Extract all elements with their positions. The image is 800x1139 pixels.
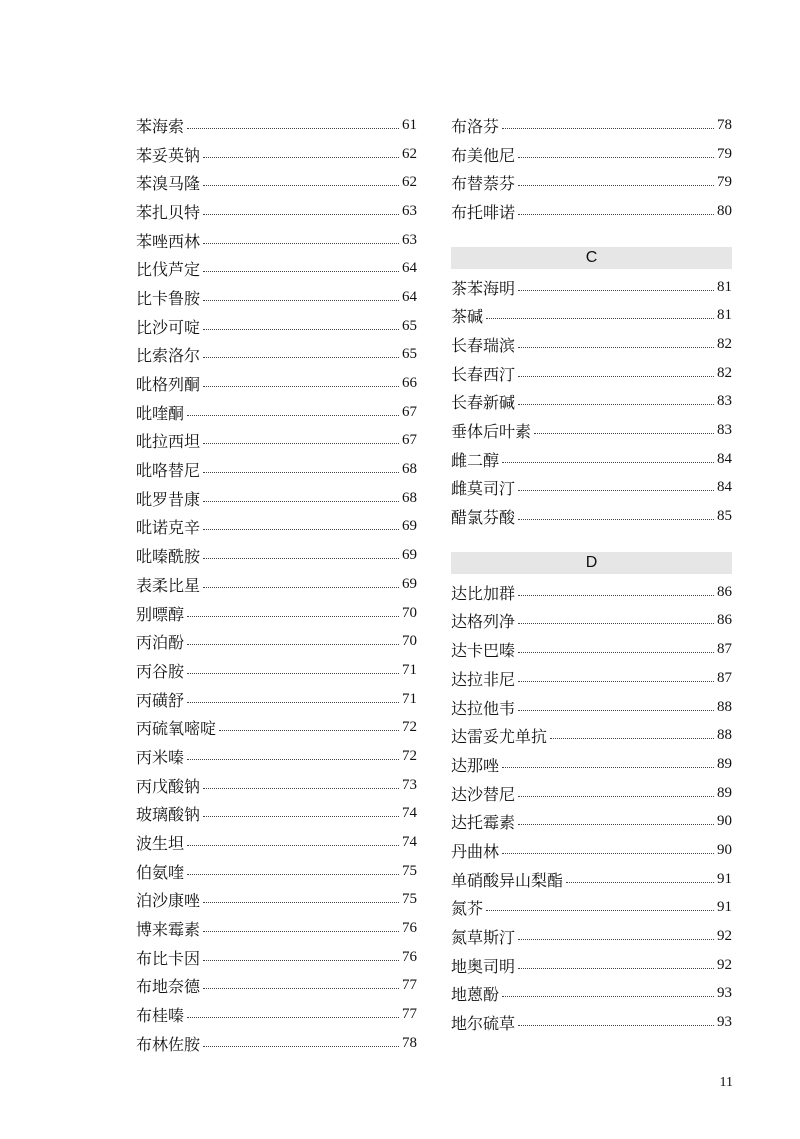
entry-page-number: 64 bbox=[402, 260, 417, 277]
entry-page-number: 68 bbox=[402, 489, 417, 506]
entry-name: 吡咯替尼 bbox=[136, 461, 201, 481]
index-entry bbox=[451, 111, 732, 140]
entry-name: 比沙可啶 bbox=[136, 317, 201, 337]
dot-leader bbox=[486, 318, 714, 319]
index-group-d bbox=[451, 578, 732, 1037]
index-entry bbox=[136, 570, 417, 599]
dot-leader bbox=[187, 845, 399, 846]
index-entry bbox=[136, 197, 417, 226]
entry-name: 布替萘芬 bbox=[451, 174, 516, 194]
entry-page-number: 80 bbox=[717, 202, 732, 219]
dot-leader bbox=[203, 185, 399, 186]
dot-leader bbox=[203, 988, 399, 989]
dot-leader bbox=[203, 587, 399, 588]
entry-page-number: 64 bbox=[402, 288, 417, 305]
index-entry bbox=[451, 578, 732, 607]
entry-page-number: 85 bbox=[717, 508, 732, 525]
entry-name: 苯扎贝特 bbox=[136, 202, 201, 222]
entry-page-number: 78 bbox=[717, 116, 732, 133]
index-entry bbox=[136, 226, 417, 255]
dot-leader bbox=[502, 462, 714, 463]
index-entry bbox=[136, 369, 417, 398]
index-entry bbox=[136, 685, 417, 714]
dot-leader bbox=[518, 214, 714, 215]
index-entry bbox=[451, 502, 732, 531]
index-entry bbox=[136, 254, 417, 283]
dot-leader bbox=[187, 415, 399, 416]
entry-name: 布托啡诺 bbox=[451, 202, 516, 222]
dot-leader bbox=[518, 595, 714, 596]
index-entry bbox=[136, 828, 417, 857]
entry-page-number: 72 bbox=[402, 747, 417, 764]
entry-name: 地奥司明 bbox=[451, 956, 516, 976]
dot-leader bbox=[518, 652, 714, 653]
entry-name: 长春瑞滨 bbox=[451, 335, 516, 355]
entry-name: 苯妥英钠 bbox=[136, 145, 201, 165]
entry-name: 达那唑 bbox=[451, 755, 500, 775]
index-entry bbox=[451, 865, 732, 894]
dot-leader bbox=[518, 623, 714, 624]
entry-page-number: 70 bbox=[402, 633, 417, 650]
entry-page-number: 74 bbox=[402, 805, 417, 822]
entry-name: 丙磺舒 bbox=[136, 690, 185, 710]
dot-leader bbox=[203, 960, 399, 961]
entry-page-number: 65 bbox=[402, 346, 417, 363]
dot-leader bbox=[518, 157, 714, 158]
entry-page-number: 66 bbox=[402, 375, 417, 392]
index-entry bbox=[451, 980, 732, 1009]
index-column-left bbox=[136, 111, 417, 1058]
index-entry bbox=[136, 283, 417, 312]
page-number: 11 bbox=[719, 1075, 733, 1090]
entry-name: 布美他尼 bbox=[451, 145, 516, 165]
index-entry bbox=[451, 359, 732, 388]
entry-name: 苯唑西林 bbox=[136, 231, 201, 251]
entry-name: 达比加群 bbox=[451, 583, 516, 603]
index-entry bbox=[136, 713, 417, 742]
index-entry bbox=[136, 455, 417, 484]
dot-leader bbox=[203, 931, 399, 932]
entry-page-number: 93 bbox=[717, 985, 732, 1002]
entry-page-number: 63 bbox=[402, 202, 417, 219]
entry-page-number: 79 bbox=[717, 145, 732, 162]
entry-page-number: 92 bbox=[717, 956, 732, 973]
dot-leader bbox=[187, 644, 399, 645]
entry-page-number: 71 bbox=[402, 690, 417, 707]
entry-page-number: 86 bbox=[717, 612, 732, 629]
index-group-c bbox=[451, 273, 732, 531]
dot-leader bbox=[518, 1025, 714, 1026]
entry-name: 吡格列酮 bbox=[136, 375, 201, 395]
dot-leader bbox=[518, 490, 714, 491]
index-column-right bbox=[451, 111, 732, 1037]
entry-page-number: 91 bbox=[717, 899, 732, 916]
dot-leader bbox=[187, 874, 399, 875]
index-entry bbox=[136, 972, 417, 1001]
entry-name: 吡喹酮 bbox=[136, 403, 185, 423]
entry-name: 比卡鲁胺 bbox=[136, 288, 201, 308]
dot-leader bbox=[203, 329, 399, 330]
entry-page-number: 62 bbox=[402, 174, 417, 191]
dot-leader bbox=[203, 357, 399, 358]
entry-page-number: 90 bbox=[717, 813, 732, 830]
entry-name: 单硝酸异山梨酯 bbox=[451, 870, 564, 890]
entry-name: 丙戊酸钠 bbox=[136, 776, 201, 796]
index-entry bbox=[136, 1029, 417, 1058]
entry-name: 苯溴马隆 bbox=[136, 174, 201, 194]
index-entry bbox=[451, 1008, 732, 1037]
entry-page-number: 82 bbox=[717, 335, 732, 352]
entry-page-number: 77 bbox=[402, 1006, 417, 1023]
index-entry bbox=[136, 111, 417, 140]
index-entry bbox=[451, 140, 732, 169]
dot-leader bbox=[518, 796, 714, 797]
entry-name: 别嘌醇 bbox=[136, 604, 185, 624]
dot-leader bbox=[502, 128, 714, 129]
dot-leader bbox=[502, 996, 714, 997]
index-entry bbox=[451, 474, 732, 503]
entry-name: 达沙替尼 bbox=[451, 784, 516, 804]
entry-name: 达雷妥尤单抗 bbox=[451, 727, 548, 747]
dot-leader bbox=[203, 902, 399, 903]
entry-page-number: 86 bbox=[717, 583, 732, 600]
dot-leader bbox=[203, 386, 399, 387]
index-entry bbox=[451, 388, 732, 417]
index-entry bbox=[136, 857, 417, 886]
dot-leader bbox=[486, 910, 714, 911]
entry-name: 博来霉素 bbox=[136, 920, 201, 940]
dot-leader bbox=[534, 433, 714, 434]
entry-page-number: 81 bbox=[717, 278, 732, 295]
entry-name: 比索洛尔 bbox=[136, 346, 201, 366]
index-entry bbox=[136, 914, 417, 943]
entry-page-number: 83 bbox=[717, 393, 732, 410]
entry-name: 吡拉西坦 bbox=[136, 432, 201, 452]
index-entry bbox=[451, 607, 732, 636]
dot-leader bbox=[203, 243, 399, 244]
entry-page-number: 77 bbox=[402, 977, 417, 994]
dot-leader bbox=[187, 702, 399, 703]
index-entry bbox=[136, 312, 417, 341]
entry-page-number: 79 bbox=[717, 174, 732, 191]
entry-page-number: 69 bbox=[402, 518, 417, 535]
dot-leader bbox=[550, 738, 714, 739]
entry-page-number: 69 bbox=[402, 575, 417, 592]
dot-leader bbox=[187, 673, 399, 674]
entry-name: 布比卡因 bbox=[136, 948, 201, 968]
index-entry bbox=[136, 599, 417, 628]
entry-name: 吡罗昔康 bbox=[136, 489, 201, 509]
entry-name: 比伐芦定 bbox=[136, 260, 201, 280]
index-entry bbox=[136, 541, 417, 570]
entry-page-number: 93 bbox=[717, 1014, 732, 1031]
dot-leader bbox=[203, 816, 399, 817]
entry-page-number: 84 bbox=[717, 450, 732, 467]
entry-page-number: 65 bbox=[402, 317, 417, 334]
entry-page-number: 88 bbox=[717, 727, 732, 744]
dot-leader bbox=[518, 290, 714, 291]
index-entry bbox=[451, 807, 732, 836]
dot-leader bbox=[502, 853, 714, 854]
entry-page-number: 71 bbox=[402, 661, 417, 678]
entry-name: 布地奈德 bbox=[136, 977, 201, 997]
entry-page-number: 90 bbox=[717, 841, 732, 858]
index-entry bbox=[451, 301, 732, 330]
dot-leader bbox=[518, 824, 714, 825]
entry-name: 吡诺克辛 bbox=[136, 518, 201, 538]
index-entry bbox=[136, 771, 417, 800]
section-heading-c: C bbox=[451, 247, 732, 269]
index-entry bbox=[451, 922, 732, 951]
index-entry bbox=[136, 627, 417, 656]
entry-page-number: 92 bbox=[717, 928, 732, 945]
index-entry bbox=[136, 140, 417, 169]
entry-page-number: 91 bbox=[717, 870, 732, 887]
dot-leader bbox=[518, 681, 714, 682]
section-heading-d: D bbox=[451, 552, 732, 574]
dot-leader bbox=[502, 767, 714, 768]
dot-leader bbox=[187, 128, 399, 129]
dot-leader bbox=[219, 730, 399, 731]
index-entry bbox=[136, 168, 417, 197]
dot-leader bbox=[203, 501, 399, 502]
index-entry bbox=[451, 664, 732, 693]
dot-leader bbox=[203, 1046, 399, 1047]
entry-name: 布桂嗪 bbox=[136, 1006, 185, 1026]
entry-page-number: 83 bbox=[717, 422, 732, 439]
entry-name: 达格列净 bbox=[451, 612, 516, 632]
entry-name: 波生坦 bbox=[136, 834, 185, 854]
dot-leader bbox=[203, 271, 399, 272]
entry-page-number: 68 bbox=[402, 461, 417, 478]
index-entry bbox=[451, 445, 732, 474]
entry-name: 苯海索 bbox=[136, 116, 185, 136]
entry-page-number: 74 bbox=[402, 834, 417, 851]
index-entry bbox=[136, 398, 417, 427]
entry-name: 伯氨喹 bbox=[136, 862, 185, 882]
entry-page-number: 67 bbox=[402, 403, 417, 420]
dot-leader bbox=[518, 519, 714, 520]
entry-name: 布林佐胺 bbox=[136, 1034, 201, 1054]
entry-name: 地蒽酚 bbox=[451, 985, 500, 1005]
entry-page-number: 67 bbox=[402, 432, 417, 449]
index-entry bbox=[136, 800, 417, 829]
dot-leader bbox=[518, 347, 714, 348]
entry-name: 达拉非尼 bbox=[451, 669, 516, 689]
entry-page-number: 63 bbox=[402, 231, 417, 248]
entry-page-number: 82 bbox=[717, 364, 732, 381]
dot-leader bbox=[203, 558, 399, 559]
dot-leader bbox=[203, 300, 399, 301]
index-entry bbox=[451, 951, 732, 980]
dot-leader bbox=[203, 529, 399, 530]
entry-name: 表柔比星 bbox=[136, 575, 201, 595]
index-entry bbox=[136, 656, 417, 685]
entry-page-number: 75 bbox=[402, 891, 417, 908]
index-entry bbox=[136, 513, 417, 542]
index-entry bbox=[136, 484, 417, 513]
entry-name: 吡嗪酰胺 bbox=[136, 547, 201, 567]
entry-name: 丙谷胺 bbox=[136, 661, 185, 681]
entry-page-number: 78 bbox=[402, 1034, 417, 1051]
dot-leader bbox=[518, 968, 714, 969]
entry-page-number: 73 bbox=[402, 776, 417, 793]
entry-name: 玻璃酸钠 bbox=[136, 805, 201, 825]
dot-leader bbox=[203, 443, 399, 444]
dot-leader bbox=[203, 472, 399, 473]
entry-name: 达拉他韦 bbox=[451, 698, 516, 718]
entry-page-number: 84 bbox=[717, 479, 732, 496]
entry-page-number: 87 bbox=[717, 669, 732, 686]
dot-leader bbox=[203, 214, 399, 215]
entry-page-number: 69 bbox=[402, 547, 417, 564]
entry-name: 雌二醇 bbox=[451, 450, 500, 470]
entry-name: 地尔硫草 bbox=[451, 1014, 516, 1034]
dot-leader bbox=[203, 788, 399, 789]
entry-name: 丙泊酚 bbox=[136, 633, 185, 653]
entry-page-number: 61 bbox=[402, 116, 417, 133]
index-entry bbox=[451, 693, 732, 722]
index-entry bbox=[451, 779, 732, 808]
index-entry bbox=[136, 943, 417, 972]
dot-leader bbox=[566, 882, 714, 883]
index-entry bbox=[136, 1000, 417, 1029]
index-entry bbox=[451, 416, 732, 445]
entry-name: 丙米嗪 bbox=[136, 747, 185, 767]
entry-page-number: 62 bbox=[402, 145, 417, 162]
dot-leader bbox=[518, 710, 714, 711]
entry-name: 氮芥 bbox=[451, 899, 484, 919]
entry-name: 雌莫司汀 bbox=[451, 479, 516, 499]
dot-leader bbox=[187, 759, 399, 760]
index-entry bbox=[136, 427, 417, 456]
entry-name: 氮草斯汀 bbox=[451, 928, 516, 948]
entry-page-number: 75 bbox=[402, 862, 417, 879]
entry-name: 长春新碱 bbox=[451, 393, 516, 413]
dot-leader bbox=[518, 376, 714, 377]
entry-name: 茶碱 bbox=[451, 307, 484, 327]
index-entry bbox=[451, 836, 732, 865]
entry-page-number: 89 bbox=[717, 755, 732, 772]
entry-name: 醋氯芬酸 bbox=[451, 508, 516, 528]
entry-page-number: 87 bbox=[717, 641, 732, 658]
entry-name: 达卡巴嗪 bbox=[451, 641, 516, 661]
index-entry bbox=[451, 168, 732, 197]
entry-name: 茶苯海明 bbox=[451, 278, 516, 298]
index-entry bbox=[451, 635, 732, 664]
index-entry bbox=[136, 341, 417, 370]
entry-page-number: 76 bbox=[402, 948, 417, 965]
entry-page-number: 76 bbox=[402, 920, 417, 937]
entry-name: 泊沙康唑 bbox=[136, 891, 201, 911]
index-entry bbox=[451, 330, 732, 359]
entry-name: 丙硫氧嘧啶 bbox=[136, 719, 217, 739]
index-group-b-continued bbox=[451, 111, 732, 226]
dot-leader bbox=[187, 1017, 399, 1018]
entry-name: 丹曲林 bbox=[451, 841, 500, 861]
index-entry bbox=[451, 721, 732, 750]
dot-leader bbox=[187, 616, 399, 617]
index-entry bbox=[451, 197, 732, 226]
dot-leader bbox=[518, 185, 714, 186]
entry-page-number: 89 bbox=[717, 784, 732, 801]
entry-page-number: 72 bbox=[402, 719, 417, 736]
dot-leader bbox=[518, 404, 714, 405]
entry-page-number: 70 bbox=[402, 604, 417, 621]
entry-name: 达托霉素 bbox=[451, 813, 516, 833]
index-entry bbox=[136, 886, 417, 915]
entry-name: 布洛芬 bbox=[451, 116, 500, 136]
index-entry bbox=[451, 750, 732, 779]
dot-leader bbox=[518, 939, 714, 940]
entry-name: 垂体后叶素 bbox=[451, 422, 532, 442]
index-entry bbox=[136, 742, 417, 771]
index-entry bbox=[451, 273, 732, 302]
entry-name: 长春西汀 bbox=[451, 364, 516, 384]
dot-leader bbox=[203, 157, 399, 158]
index-entry bbox=[451, 894, 732, 923]
entry-page-number: 88 bbox=[717, 698, 732, 715]
entry-page-number: 81 bbox=[717, 307, 732, 324]
